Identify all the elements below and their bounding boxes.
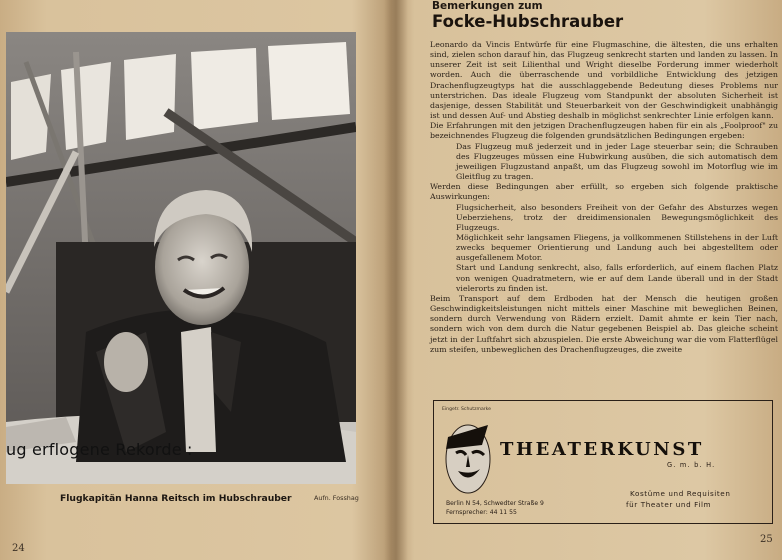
article-body	[430, 40, 778, 355]
theaterkunst-advertisement	[433, 400, 773, 524]
article-title: Focke-Hubschrauber	[432, 12, 624, 31]
photo-illustration	[6, 32, 356, 484]
paragraph-6: Möglichkeit sehr langsamen Fliegens, ja vollkommenen Stillstehens in der Luft zwecks bequemer Orientierung und Landung auch bei abgestelltem oder ausgefallenem Motor.	[456, 232, 778, 263]
paragraph-4: Werden diese Bedingungen aber erfüllt, so ergeben sich folgende praktische Auswirkungen:	[430, 182, 778, 202]
paragraph-5: Flugsicherheit, also besonders Freiheit von der Gefahr des Absturzes wegen Ueberziehens, trotz der dreidimensionalen Bewegungsmöglichkeit des Flugzeugs.	[456, 202, 778, 232]
paragraph-7: Start und Landung senkrecht, also, falls erforderlich, auf einem flachen Platz von wenigen Quadratmetern, wie er auf dem Lande überall und in der Stadt vielerorts zu finden ist.	[456, 263, 778, 293]
ad-tagline-1: Kostüme und Requisiten	[630, 489, 731, 498]
theater-mask-icon	[442, 419, 494, 497]
book-gutter	[384, 0, 408, 560]
photo-hanna-reitsch	[6, 32, 356, 484]
photo-credit: Aufn. Fosshag	[314, 494, 359, 502]
photo-overlay-text: ug erflogene Rekorde :	[6, 440, 193, 459]
paragraph-2: Die Erfahrungen mit den jetzigen Drachenflugzeugen haben für ein als „Foolproof" zu bezeichnendes Flugzeug die folgenden grundsätzlichen Bedingungen ergeben:	[430, 121, 778, 141]
paragraph-1: Leonardo da Vincis Entwürfe für eine Flugmaschine, die ältesten, die uns erhalten sind, zielen schon darauf hin, das Flugzeug senkrecht starten und landen zu lassen. In unserer Zeit ist seit Lilienthal und Wright dieselbe Forderung immer wiederholt worden. Auch die überraschende und vorbildliche Entwicklung des jetzigen Drachenflugzeugtyps hat die ausschlaggebende Bedeutung dieses Problems nur unterstrichen. Das ideale Flugzeug vom Standpunkt der absoluten Sicherheit ist dasjenige, dessen Stabilität und Steuerbarkeit von der Geschwindigkeit unabhängig ist und dessen Auf- und Abstieg deshalb in möglichst senkrechter Linie erfolgen kann.	[430, 40, 778, 121]
ad-address: Berlin N 54, Schwedter Straße 9	[446, 500, 544, 507]
photo-caption: Flugkapitän Hanna Reitsch im Hubschrauber	[60, 493, 292, 504]
page-number-right: 25	[760, 534, 773, 545]
ad-company-name: THEATERKUNST	[500, 439, 704, 460]
ad-tagline-2: für Theater und Film	[626, 500, 712, 509]
ad-registered-mark: Eingetr. Schutzmarke	[442, 407, 491, 412]
paragraph-8: Beim Transport auf dem Erdboden hat der Mensch die heutigen großen Geschwindigkeitsleistungen nicht mittels einer Maschine mit beweglichen Beinen, sondern durch Verwendung von Rädern erzielt. Damit ahmte er kein Tier nach, sondern wich von dem durch die Natur gegebenen Beispiel ab. Das gleiche scheint jetzt in der Luftfahrt sich abzuspielen. Die erste Abweichung war die vom Flatterflügel zum steifen, unbeweglichen des Drachenflugzeuges, die zweite	[430, 293, 778, 354]
page-number-left: 24	[12, 543, 25, 554]
ad-company-form: G. m. b. H.	[667, 461, 716, 469]
ad-phone: Fernsprecher: 44 11 55	[446, 509, 517, 516]
article-kicker: Bemerkungen zum	[432, 0, 543, 12]
paragraph-3: Das Flugzeug muß jederzeit und in jeder Lage steuerbar sein; die Schrauben des Flugzeuges müssen eine Hubwirkung ausüben, die sich automatisch dem jeweiligen Flugzustand anpaßt, um das Flugzeug sowohl im Motorflug wie im Gleitflug zu tragen.	[456, 141, 778, 182]
